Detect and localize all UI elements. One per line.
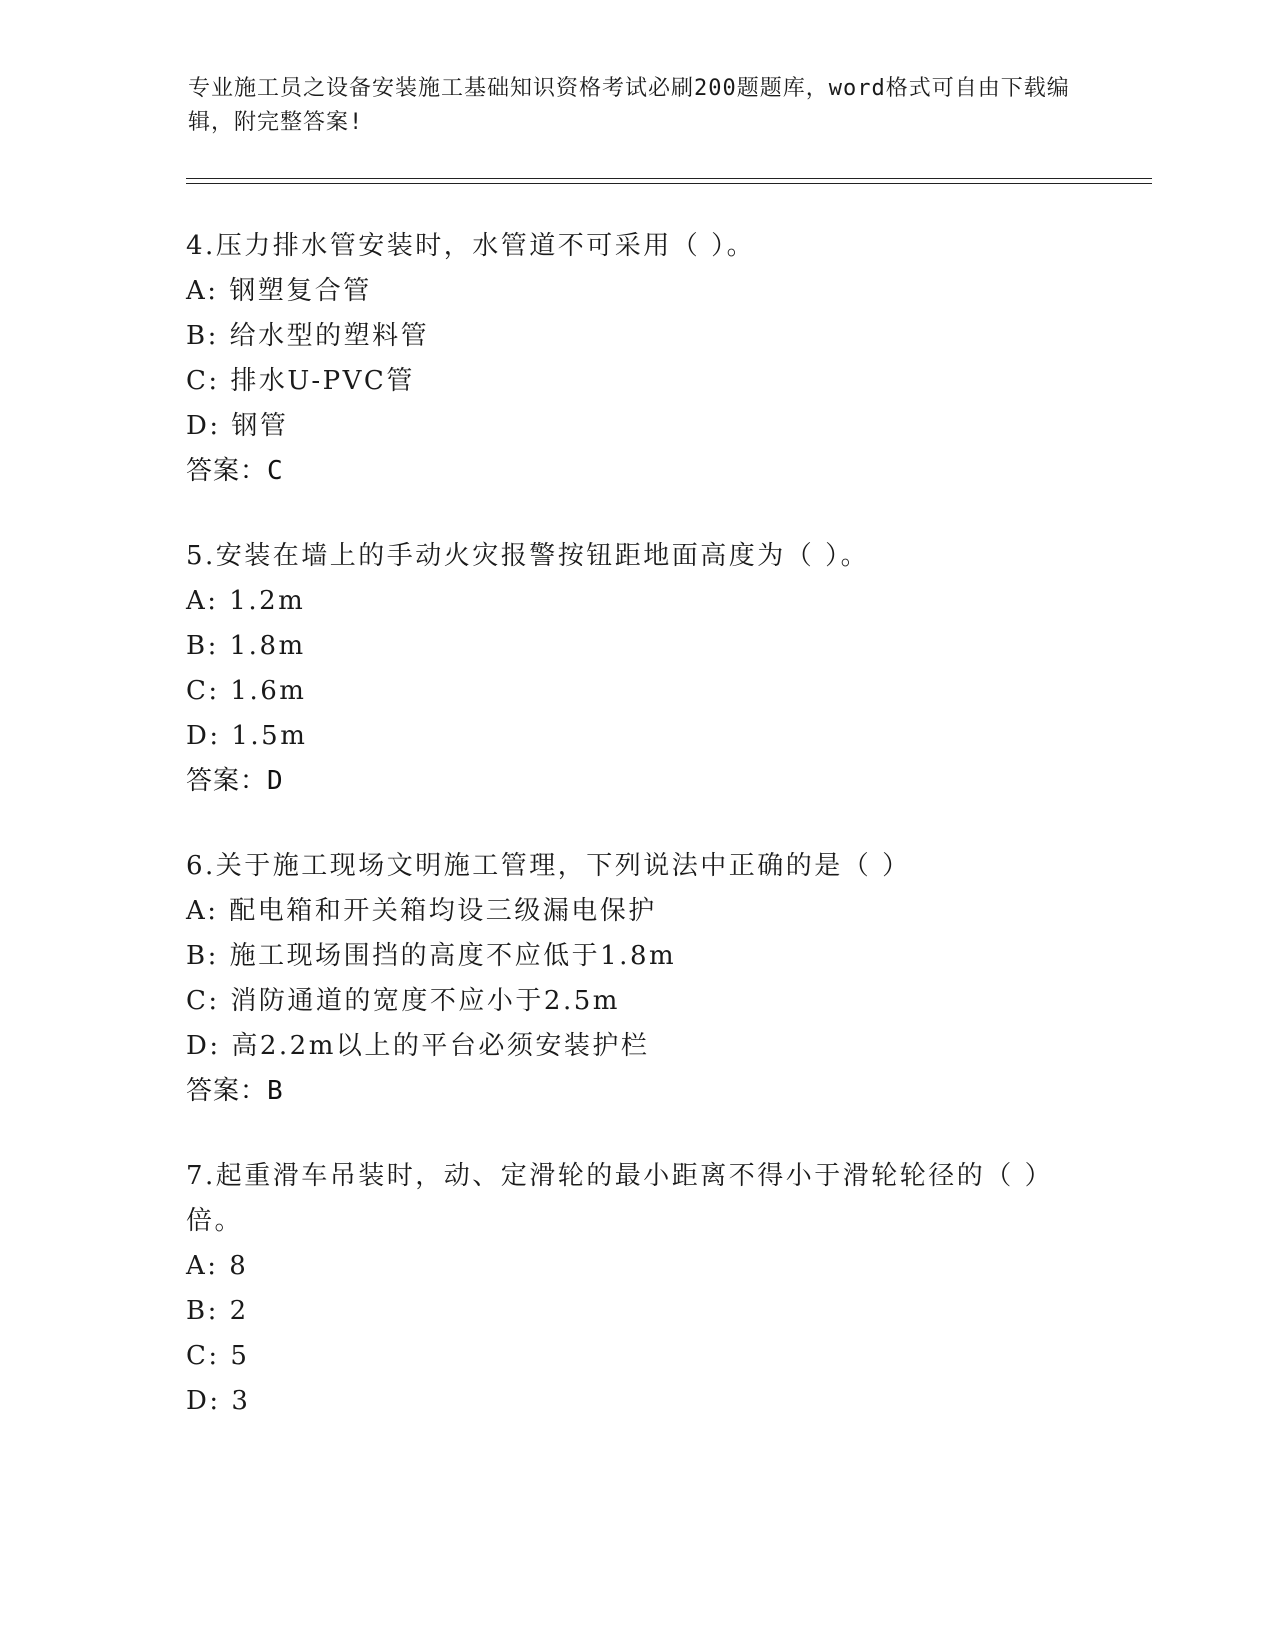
option-b: B: 1.8m [186,631,306,661]
question-4 [186,224,1086,494]
header-divider-top [186,178,1152,179]
option-c: C: 1.6m [186,676,307,706]
option-c: C: 排水U-PVC管 [186,366,415,396]
option-a: A: 8 [186,1251,249,1281]
answer-label: 答案：B [186,1076,284,1106]
question-stem: 6.关于施工现场文明施工管理，下列说法中正确的是（ ） [186,851,911,881]
option-b: B: 施工现场围挡的高度不应低于1.8m [186,941,677,971]
question-stem: 7.起重滑车吊装时，动、定滑轮的最小距离不得小于滑轮轮径的（ ）倍。 [186,1161,1054,1236]
question-stem: 4.压力排水管安装时，水管道不可采用（ ）。 [186,231,756,261]
option-d: D: 高2.2m以上的平台必须安装护栏 [186,1031,650,1061]
option-c: C: 5 [186,1341,250,1371]
answer-label: 答案：C [186,456,284,486]
question-5 [186,534,1086,804]
option-a: A: 配电箱和开关箱均设三级漏电保护 [186,896,657,926]
option-b: B: 给水型的塑料管 [186,321,430,351]
option-d: D: 钢管 [186,411,289,441]
document-header: 专业施工员之设备安装施工基础知识资格考试必刷200题题库，word格式可自由下载编辑，附完整答案! [188,76,1070,135]
answer-label: 答案：D [186,766,284,796]
option-d: D: 3 [186,1386,251,1416]
question-7 [186,1154,1086,1424]
option-b: B: 2 [186,1296,249,1326]
option-d: D: 1.5m [186,721,308,751]
option-a: A: 1.2m [186,586,306,616]
header-divider-bottom [186,183,1152,184]
question-6 [186,844,1086,1114]
question-stem: 5.安装在墙上的手动火灾报警按钮距地面高度为（ ）。 [186,541,870,571]
option-c: C: 消防通道的宽度不应小于2.5m [186,986,620,1016]
option-a: A: 钢塑复合管 [186,276,372,306]
